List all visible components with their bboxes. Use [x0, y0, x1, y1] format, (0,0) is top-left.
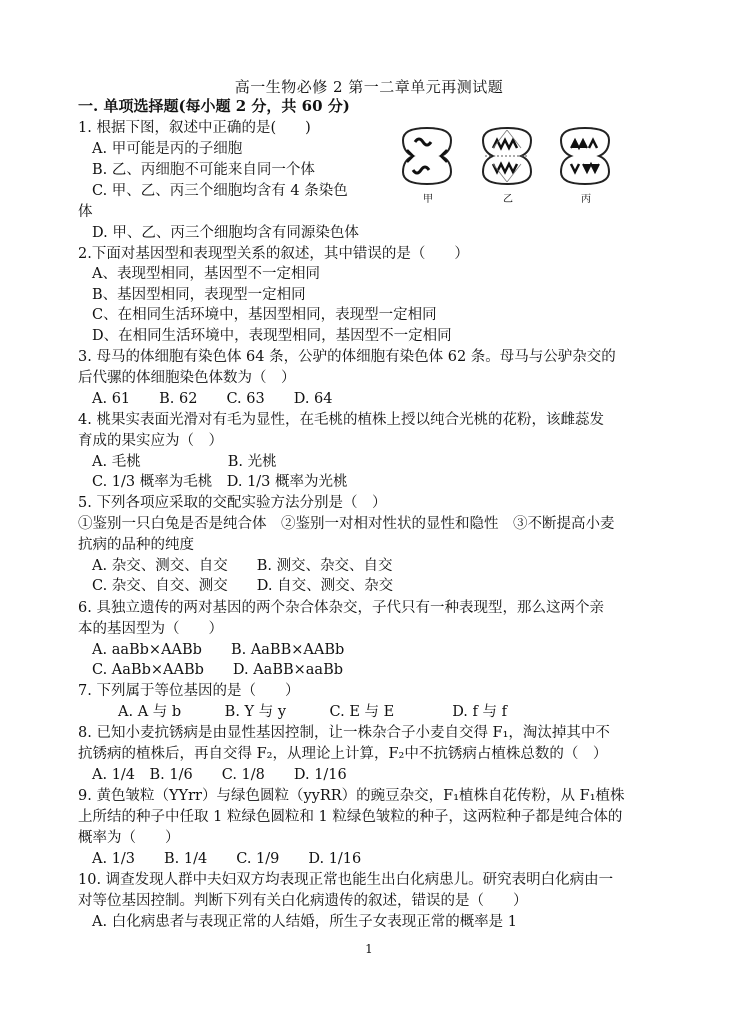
cell-bing	[561, 128, 609, 184]
q1-option-a: A. 甲可能是丙的子细胞	[92, 141, 243, 157]
q7-stem: 7. 下列属于等位基因的是（ ）	[78, 683, 300, 699]
q4-stem: 4. 桃果实表面光滑对有毛为显性，在毛桃的植株上授以纯合光桃的花粉，该雌蕊发	[78, 412, 604, 428]
page-number: 1	[365, 942, 373, 956]
page-title: 高一生物必修 2 第一二章单元再测试题	[234, 78, 504, 96]
q9-stem-cont: 上所结的种子中任取 1 粒绿色圆粒和 1 粒绿色皱粒的种子，这两粒种子都是纯合体的	[78, 809, 623, 825]
section-heading: 一. 单项选择题(每小题 2 分，共 60 分)	[78, 97, 350, 115]
q8-stem: 8. 已知小麦抗锈病是由显性基因控制，让一株杂合子小麦自交得 F₁，淘汰掉其中不	[78, 725, 610, 741]
q2-option-c: C、在相同生活环境中，基因型相同，表现型一定相同	[92, 307, 437, 323]
q2-stem: 2.下面对基因型和表现型关系的叙述，其中错误的是（ ）	[78, 246, 469, 262]
q6-options-ab: A. aaBb×AABb B. AaBB×AABb	[92, 642, 345, 658]
q8-options: A. 1/4 B. 1/6 C. 1/8 D. 1/16	[92, 767, 347, 783]
q3-stem: 3. 母马的体细胞有染色体 64 条，公驴的体细胞有染色体 62 条。母马与公驴杂交的	[78, 349, 616, 365]
q3-stem-cont: 后代骡的体细胞染色体数为（ ）	[78, 370, 296, 386]
q5-items-cont: 抗病的品种的纯度	[78, 537, 194, 553]
q6-options-cd: C. AaBb×AABb D. AaBB×aaBb	[92, 662, 344, 678]
q5-items: ①鉴别一只白兔是否是纯合体 ②鉴别一对相对性状的显性和隐性 ③不断提高小麦	[78, 516, 615, 532]
q10-stem: 10. 调查发现人群中夫妇双方均表现正常也能生出白化病患儿。研究表明白化病由一	[78, 872, 614, 888]
q8-stem-cont: 抗锈病的植株后，再自交得 F₂，从理论上计算，F₂中不抗锈病占植株总数的（ ）	[78, 746, 608, 762]
q1-stem: 1. 根据下图，叙述中正确的是( )	[78, 120, 311, 136]
q1-option-d: D. 甲、乙、丙三个细胞均含有同源染色体	[92, 225, 359, 241]
q4-options-cd: C. 1/3 概率为毛桃 D. 1/3 概率为光桃	[92, 474, 348, 490]
cell-jia	[403, 128, 451, 184]
q4-options-ab: A. 毛桃 B. 光桃	[92, 454, 277, 470]
q9-stem-cont2: 概率为（ ）	[78, 830, 180, 846]
q1-option-c-cont: 体	[78, 204, 93, 220]
q5-stem: 5. 下列各项应采取的交配实验方法分别是（ ）	[78, 495, 387, 511]
q10-option-a: A. 白化病患者与表现正常的人结婚，所生子女表现正常的概率是 1	[92, 914, 518, 930]
q2-option-a: A、表现型相同，基因型不一定相同	[92, 266, 320, 282]
cell-label-yi: 乙	[503, 194, 513, 205]
q5-options-ab: A. 杂交、测交、自交 B. 测交、杂交、自交	[92, 558, 393, 574]
cell-label-bing: 丙	[581, 194, 591, 205]
cell-label-jia: 甲	[423, 194, 433, 205]
cell-division-figure	[393, 122, 623, 208]
q9-options: A. 1/3 B. 1/4 C. 1/9 D. 1/16	[92, 851, 362, 867]
q7-options: A. A 与 b B. Y 与 y C. E 与 E D. f 与 f	[118, 704, 507, 720]
q6-stem: 6. 具独立遗传的两对基因的两个杂合体杂交，子代只有一种表现型，那么这两个亲	[78, 600, 604, 616]
q3-options: A. 61 B. 62 C. 63 D. 64	[92, 391, 333, 407]
q2-option-d: D、在相同生活环境中，表现型相同，基因型不一定相同	[92, 328, 452, 344]
q2-option-b: B、基因型相同，表现型一定相同	[92, 287, 306, 303]
q1-option-b: B. 乙、丙细胞不可能来自同一个体	[92, 162, 315, 178]
q6-stem-cont: 本的基因型为（ ）	[78, 621, 223, 637]
q5-options-cd: C. 杂交、自交、测交 D. 自交、测交、杂交	[92, 578, 394, 594]
q9-stem: 9. 黄色皱粒（YYrr）与绿色圆粒（yyRR）的豌豆杂交，F₁植株自花传粉，从 F₁植株	[78, 788, 625, 804]
q4-stem-cont: 育成的果实应为（ ）	[78, 433, 223, 449]
q10-stem-cont: 对等位基因控制。判断下列有关白化病遗传的叙述，错误的是（ ）	[78, 893, 528, 909]
cell-yi	[483, 128, 531, 184]
q1-option-c: C. 甲、乙、丙三个细胞均含有 4 条染色	[92, 183, 348, 199]
